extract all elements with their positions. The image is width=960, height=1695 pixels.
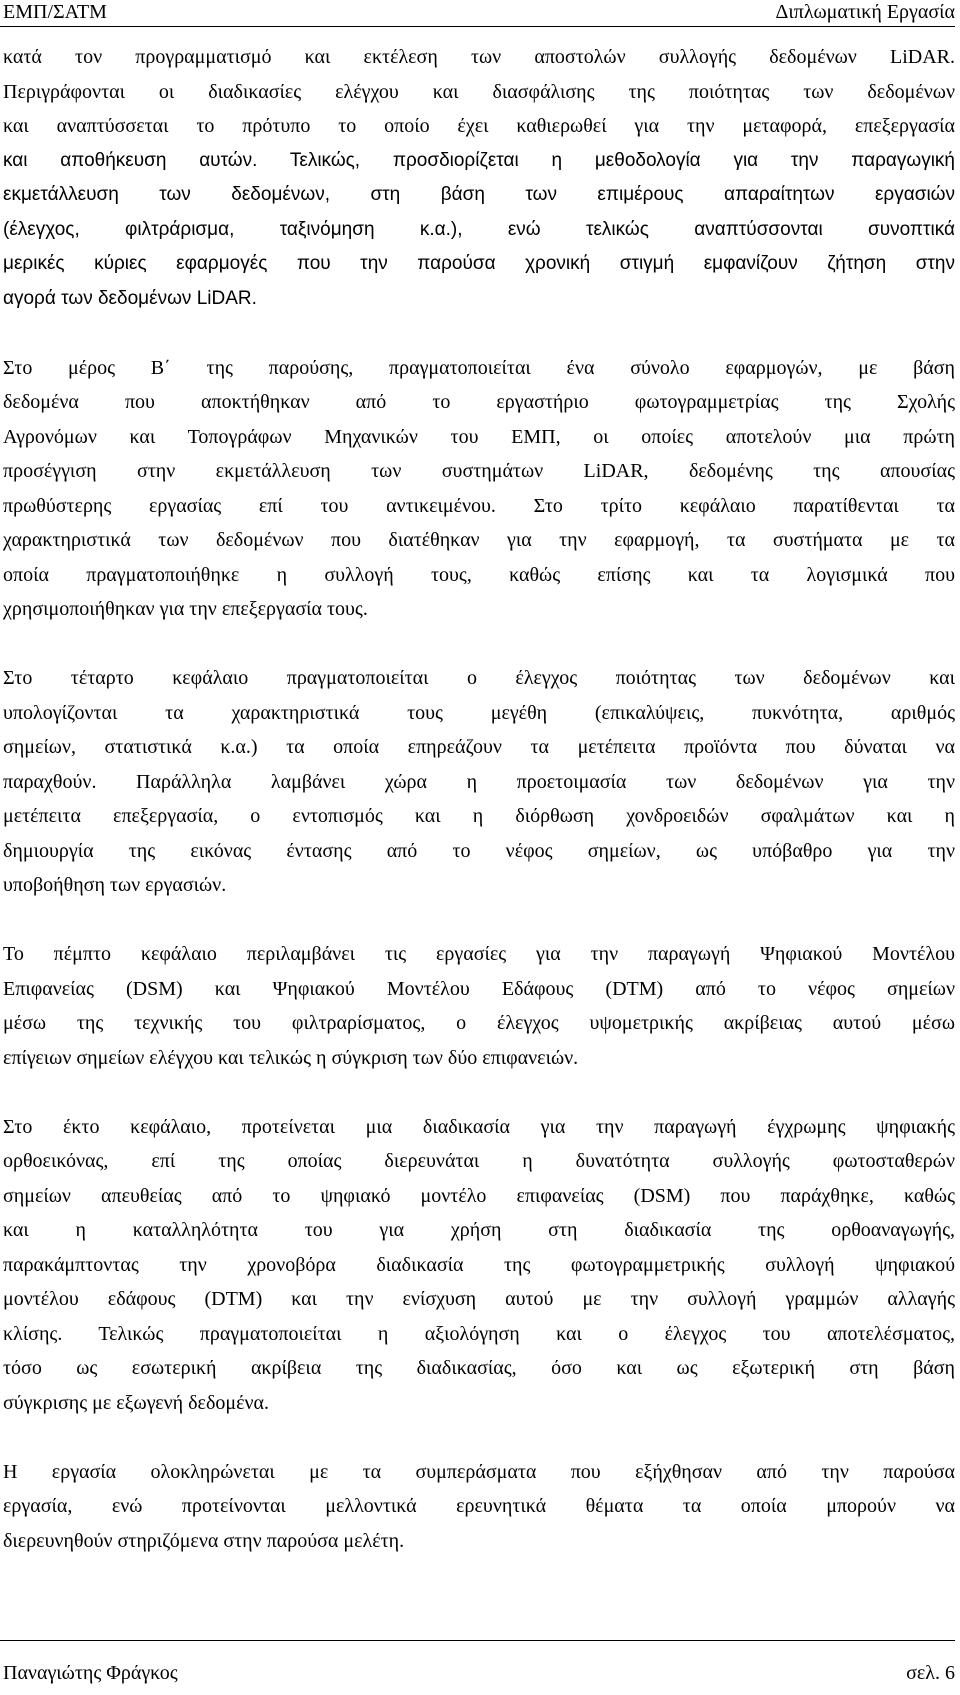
text-line: τόσο ως εσωτερική ακρίβεια της διαδικασίας, όσο και ως εξωτερική στη βάση bbox=[3, 1357, 955, 1379]
text-line: και αποθήκευση αυτών. Τελικώς, προσδιορίζεται η μεθοδολογία για την παραγωγική bbox=[3, 149, 955, 171]
text-line: μερικές κύριες εφαρμογές που την παρούσα χρονική στιγμή εμφανίζουν ζήτηση στην bbox=[3, 253, 955, 274]
text-line: μετέπειτα επεξεργασία, ο εντοπισμός και η διόρθωση χονδροειδών σφαλμάτων και η bbox=[3, 805, 955, 827]
text-line: επίγειων σημείων ελέγχου και τελικώς η σύγκριση των δύο επιφανειών. bbox=[3, 1046, 579, 1069]
text-line: ορθοεικόνας, επί της οποίας διερευνάται η δυνατότητα συλλογής φωτοσταθερών bbox=[3, 1150, 955, 1172]
paragraph-6 bbox=[3, 1455, 955, 1559]
text-line: Το πέμπτο κεφάλαιο περιλαμβάνει τις εργασίες για την παραγωγή Ψηφιακού Μοντέλου bbox=[3, 943, 955, 965]
paragraph-2 bbox=[3, 351, 955, 627]
text-line: κατά τον προγραμματισμό και εκτέλεση των αποστολών συλλογής δεδομένων LiDAR. bbox=[3, 46, 955, 68]
text-line: σημείων απευθείας από το ψηφιακό μοντέλο επιφανείας (DSM) που παράχθηκε, καθώς bbox=[3, 1184, 955, 1207]
footer-page-number: σελ. 6 bbox=[906, 1662, 955, 1684]
header-document-type: Διπλωματική Εργασία bbox=[775, 1, 955, 23]
text-line: εκμετάλλευση των δεδομένων, στη βάση των επιμέρους απαραίτητων εργασιών bbox=[3, 184, 955, 205]
text-line: πρωθύστερης εργασίας επί του αντικειμένου. Στο τρίτο κεφάλαιο παρατίθενται τα bbox=[3, 494, 955, 517]
footer-author: Παναγιώτης Φράγκος bbox=[3, 1662, 178, 1684]
text-line: μέσω της τεχνικής του φιλτραρίσματος, ο έλεγχος υψομετρικής ακρίβειας αυτού μέσω bbox=[3, 1012, 955, 1034]
text-line: προσέγγιση στην εκμετάλλευση των συστημάτων LiDAR, δεδομένης της απουσίας bbox=[3, 460, 955, 482]
text-line: (έλεγχος, φιλτράρισμα, ταξινόμηση κ.α.), ενώ τελικώς αναπτύσσονται συνοπτικά bbox=[3, 218, 955, 240]
text-line: παρακάμπτοντας την χρονοβόρα διαδικασία της φωτογραμμετρικής συλλογή ψηφιακού bbox=[3, 1253, 955, 1276]
text-line: Επιφανείας (DSM) και Ψηφιακού Μοντέλου Εδάφους (DTM) από το νέφος σημείων bbox=[3, 977, 955, 1000]
text-line: κλίσης. Τελικώς πραγματοποιείται η αξιολόγηση και ο έλεγχος του αποτελέσματος, bbox=[3, 1322, 955, 1345]
text-line: σύγκρισης με εξωγενή δεδομένα. bbox=[3, 1391, 270, 1414]
text-line: οποία πραγματοποιήθηκε η συλλογή τους, καθώς επίσης και τα λογισμικά που bbox=[3, 563, 955, 586]
header-institution: ΕΜΠ/ΣΑΤΜ bbox=[3, 1, 107, 23]
text-line: παραχθούν. Παράλληλα λαμβάνει χώρα η προετοιμασία των δεδομένων για την bbox=[3, 770, 955, 793]
text-line: μοντέλου εδάφους (DTM) και την ενίσχυση αυτού με την συλλογή γραμμών αλλαγής bbox=[3, 1288, 955, 1310]
text-line: υποβοήθηση των εργασιών. bbox=[3, 874, 227, 896]
page-header bbox=[0, 0, 955, 27]
text-line: δημιουργία της εικόνας έντασης από το νέφος σημείων, ως υπόβαθρο για την bbox=[3, 839, 955, 862]
paragraph-5 bbox=[3, 1110, 955, 1421]
text-line: Στο έκτο κεφάλαιο, προτείνεται μια διαδικασία για την παραγωγή έγχρωμης ψηφιακής bbox=[3, 1115, 955, 1138]
text-line: σημείων, στατιστικά κ.α.) τα οποία επηρεάζουν τα μετέπειτα προϊόντα που δύναται να bbox=[3, 736, 955, 758]
paragraph-4 bbox=[3, 937, 955, 1075]
text-line: εργασία, ενώ προτείνονται μελλοντικά ερευνητικά θέματα τα οποία μπορούν να bbox=[3, 1495, 955, 1517]
text-line: δεδομένα που αποκτήθηκαν από το εργαστήριο φωτογραμμετρίας της Σχολής bbox=[3, 391, 955, 413]
text-line: αγορά των δεδομένων LiDAR. bbox=[3, 287, 257, 309]
text-line: Η εργασία ολοκληρώνεται με τα συμπεράσματα που εξήχθησαν από την παρούσα bbox=[3, 1460, 955, 1483]
paragraph-1 bbox=[3, 40, 955, 316]
text-line: και η καταλληλότητα του για χρήση στη διαδικασία της ορθοαναγωγής, bbox=[3, 1219, 955, 1241]
text-line: χαρακτηριστικά των δεδομένων που διατέθηκαν για την εφαρμογή, τα συστήματα με τα bbox=[3, 529, 955, 551]
text-line: Στο τέταρτο κεφάλαιο πραγματοποιείται ο έλεγχος ποιότητας των δεδομένων και bbox=[3, 667, 955, 689]
text-line: Περιγράφονται οι διαδικασίες ελέγχου και διασφάλισης της ποιότητας των δεδομένων bbox=[3, 80, 955, 103]
text-line: Στο μέρος Β΄ της παρούσης, πραγματοποιείται ένα σύνολο εφαρμογών, με βάση bbox=[3, 356, 955, 379]
text-line: υπολογίζονται τα χαρακτηριστικά τους μεγέθη (επικαλύψεις, πυκνότητα, αριθμός bbox=[3, 701, 955, 724]
page-footer bbox=[0, 1640, 955, 1695]
text-line: Αγρονόμων και Τοπογράφων Μηχανικών του ΕΜΠ, οι οποίες αποτελούν μια πρώτη bbox=[3, 425, 955, 448]
document-body bbox=[3, 40, 955, 1558]
text-line: χρησιμοποιήθηκαν για την επεξεργασία τους. bbox=[3, 598, 368, 620]
text-line: και αναπτύσσεται το πρότυπο το οποίο έχει καθιερωθεί για την μεταφορά, επεξεργασία bbox=[3, 115, 955, 137]
text-line: διερευνηθούν στηριζόμενα στην παρούσα μελέτη. bbox=[3, 1529, 405, 1552]
paragraph-3 bbox=[3, 661, 955, 903]
